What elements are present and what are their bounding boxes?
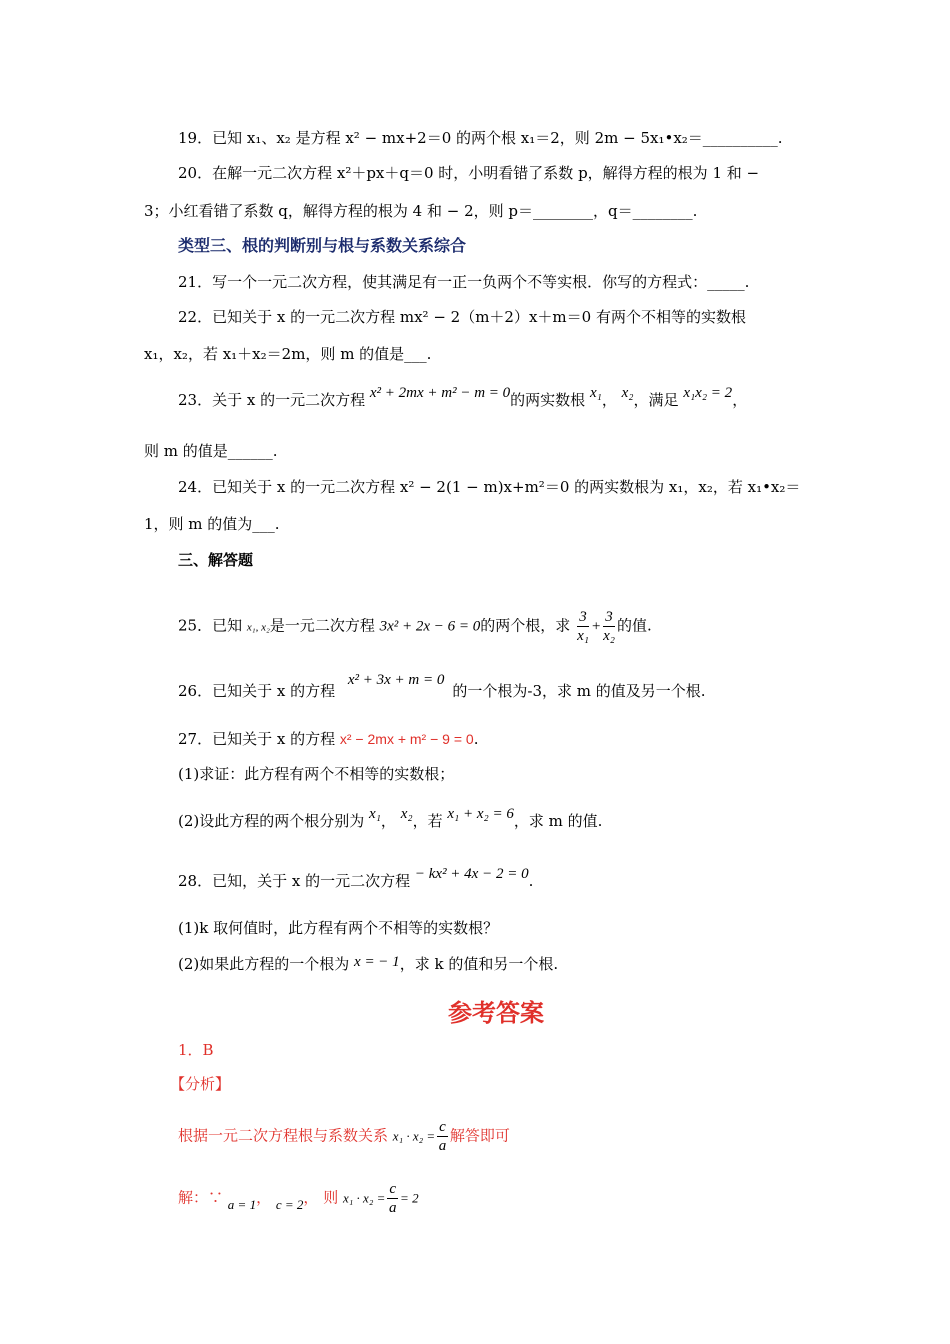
q22-text-line1: 已知关于 x 的一元二次方程 mx² − 2（m＋2）x＋m＝0 有两个不相等的实数根 bbox=[212, 308, 746, 326]
q23-x1: x₁ bbox=[589, 385, 602, 401]
question-28-part1: (1)k 取何值时，此方程有两个不相等的实数根？ bbox=[178, 919, 499, 937]
ans1-sol-pre: 解：∵ bbox=[178, 1188, 224, 1207]
q21-number: 21． bbox=[178, 273, 213, 291]
q28-pre: 已知，关于 x 的一元二次方程 bbox=[212, 872, 411, 890]
q26-post: 的一个根为-3，求 m 的值及另一个根. bbox=[452, 682, 706, 700]
ans1-line1-frac-denominator: a bbox=[438, 1138, 447, 1154]
q25-equation: 3x² + 2x − 6 = 0 bbox=[379, 618, 481, 635]
question-22-line1 bbox=[178, 307, 746, 327]
section-3-heading: 三、解答题 bbox=[178, 551, 254, 569]
question-19 bbox=[178, 128, 783, 148]
answer-1-line1 bbox=[178, 1118, 510, 1155]
q28-part2-end: ，求 k 的值和另一个根. bbox=[399, 955, 559, 973]
q27-part2-condition: x₁ + x₂ = 6 bbox=[447, 806, 514, 822]
q26-equation: x² + 3x + m = 0 bbox=[347, 672, 445, 688]
q23-cond-pre: ，满足 bbox=[633, 391, 679, 409]
question-26 bbox=[178, 672, 706, 702]
q28-equation: − kx² + 4x − 2 = 0 bbox=[414, 866, 529, 882]
question-22-line2: x₁，x₂，若 x₁＋x₂＝2m，则 m 的值是___. bbox=[144, 345, 432, 363]
answer-1-analysis: 【分析】 bbox=[170, 1075, 231, 1093]
q28-part2-equation: x = − 1 bbox=[354, 954, 400, 970]
q27-pre: 已知关于 x 的方程 bbox=[212, 730, 336, 748]
question-23: 23．关于 x 的一元二次方程 x² + 2mx + m² − m = 0的两实数根 x₁， x₂，满足 x₁x₂ = 2， bbox=[178, 385, 748, 409]
q22-number: 22． bbox=[178, 308, 213, 326]
ans1-sol-equation: x₁ · x₂ = bbox=[343, 1190, 386, 1206]
q23-sep: ， bbox=[601, 391, 617, 409]
ans1-line1-frac-numerator: c bbox=[439, 1119, 446, 1135]
q28-end: . bbox=[528, 872, 534, 890]
question-21 bbox=[178, 272, 749, 292]
q23-mid: 的两实数根 bbox=[510, 391, 586, 409]
ans1-line1-pre: 根据一元二次方程根与系数关系 bbox=[178, 1126, 389, 1145]
answer-1-number: 1．B bbox=[178, 1041, 214, 1059]
q27-number: 27． bbox=[178, 730, 213, 748]
question-20-line1 bbox=[178, 163, 759, 183]
q26-number: 26． bbox=[178, 682, 213, 700]
q26-pre: 已知关于 x 的方程 bbox=[212, 682, 336, 700]
q20-number: 20． bbox=[178, 164, 213, 182]
q21-text: 写一个一元二次方程，使其满足有一正一负两个不等实根．你写的方程式：_____. bbox=[212, 273, 750, 291]
ans1-line1-fraction bbox=[437, 1118, 448, 1155]
q23-condition: x₁x₂ = 2 bbox=[683, 385, 733, 401]
q27-end: . bbox=[473, 730, 479, 748]
q23-x2: x₂ bbox=[621, 385, 634, 401]
question-24-line1 bbox=[178, 477, 800, 497]
q23-equation: x² + 2mx + m² − m = 0 bbox=[369, 385, 511, 401]
ans1-sol-fraction bbox=[387, 1180, 398, 1217]
q25-pre: 已知 bbox=[212, 616, 243, 635]
section-heading: 类型三、根的判断别与根与系数关系综合 bbox=[178, 236, 467, 255]
q25-frac1-denominator: x₁ bbox=[577, 628, 589, 644]
q27-part2-end: ，求 m 的值. bbox=[513, 812, 603, 830]
question-27-part2: (2)设此方程的两个根分别为 x₁， x₂，若 x₁ + x₂ = 6，求 m 的值. bbox=[178, 806, 603, 830]
q19-text: 已知 x₁、x₂ 是方程 x² − mx+2＝0 的两个根 x₁＝2，则 2m − 5x₁•x₂＝__________. bbox=[212, 129, 783, 147]
ans1-sol-frac-numerator: c bbox=[389, 1181, 397, 1197]
question-27-part1: (1)求证：此方程有两个不相等的实数根； bbox=[178, 765, 455, 783]
q25-number: 25． bbox=[178, 616, 213, 635]
q25-mid: 是一元二次方程 bbox=[269, 616, 375, 635]
q20-text-line1: 在解一元二次方程 x²＋px＋q＝0 时，小明看错了系数 p，解得方程的根为 1 和 − bbox=[212, 164, 760, 182]
q25-fraction-2 bbox=[603, 608, 615, 645]
question-24-line2: 1，则 m 的值为___. bbox=[144, 515, 280, 533]
ans1-line1-equation: x₁ · x₂ = bbox=[392, 1128, 436, 1144]
q27-part2-pre: (2)设此方程的两个根分别为 bbox=[178, 812, 365, 830]
q27-part2-x1: x₁ bbox=[369, 806, 381, 822]
q25-vars: x₁, x₂ bbox=[246, 621, 270, 634]
answer-1-solution: 解：∵ a = 1， c = 2， 则 x₁ · x₂ = $\frac{c}{a}$ = 2 bbox=[178, 1181, 419, 1216]
q25-fraction-1 bbox=[577, 608, 589, 645]
question-28-part2 bbox=[178, 954, 558, 975]
ans1-sol-result: = 2 bbox=[400, 1190, 419, 1206]
question-25 bbox=[178, 608, 652, 645]
q23-pre: 关于 x 的一元二次方程 bbox=[212, 391, 366, 409]
q28-part2-pre: (2)如果此方程的一个根为 bbox=[178, 955, 350, 973]
q28-number: 28． bbox=[178, 872, 213, 890]
q27-part2-x2: x₂ bbox=[400, 806, 413, 822]
ans1-sol-frac-denominator: a bbox=[388, 1200, 397, 1216]
q27-equation: x² − 2mx + m² − 9 = 0 bbox=[339, 731, 474, 747]
q25-post: 的两个根，求 bbox=[480, 616, 571, 635]
ans1-sol-then: 则 bbox=[323, 1188, 339, 1207]
answers-title: 参考答案 bbox=[448, 998, 544, 1027]
question-28 bbox=[178, 866, 534, 892]
ans1-sol-a: a = 1 bbox=[227, 1196, 257, 1212]
q25-frac2-denominator: x₂ bbox=[603, 628, 615, 644]
question-23-line2: 则 m 的值是______. bbox=[144, 442, 278, 460]
q25-plus: + bbox=[590, 618, 602, 635]
ans1-line1-post: 解答即可 bbox=[449, 1126, 510, 1145]
q25-end: 的值. bbox=[616, 616, 652, 635]
q25-frac1-numerator: 3 bbox=[577, 608, 589, 627]
question-20-line2: 3；小红看错了系数 q，解得方程的根为 4 和 − 2，则 p＝________，q＝________. bbox=[144, 202, 698, 220]
q27-part2-mid: ，若 bbox=[412, 812, 443, 830]
ans1-sol-c: c = 2 bbox=[275, 1196, 304, 1212]
q23-number: 23． bbox=[178, 391, 213, 409]
q24-number: 24． bbox=[178, 478, 213, 496]
question-27 bbox=[178, 729, 478, 749]
q25-frac2-numerator: 3 bbox=[603, 608, 615, 627]
q24-text-line1: 已知关于 x 的一元二次方程 x² − 2(1 − m)x+m²＝0 的两实数根为 x₁，x₂，若 x₁•x₂＝ bbox=[212, 478, 801, 496]
q19-number: 19． bbox=[178, 129, 213, 147]
